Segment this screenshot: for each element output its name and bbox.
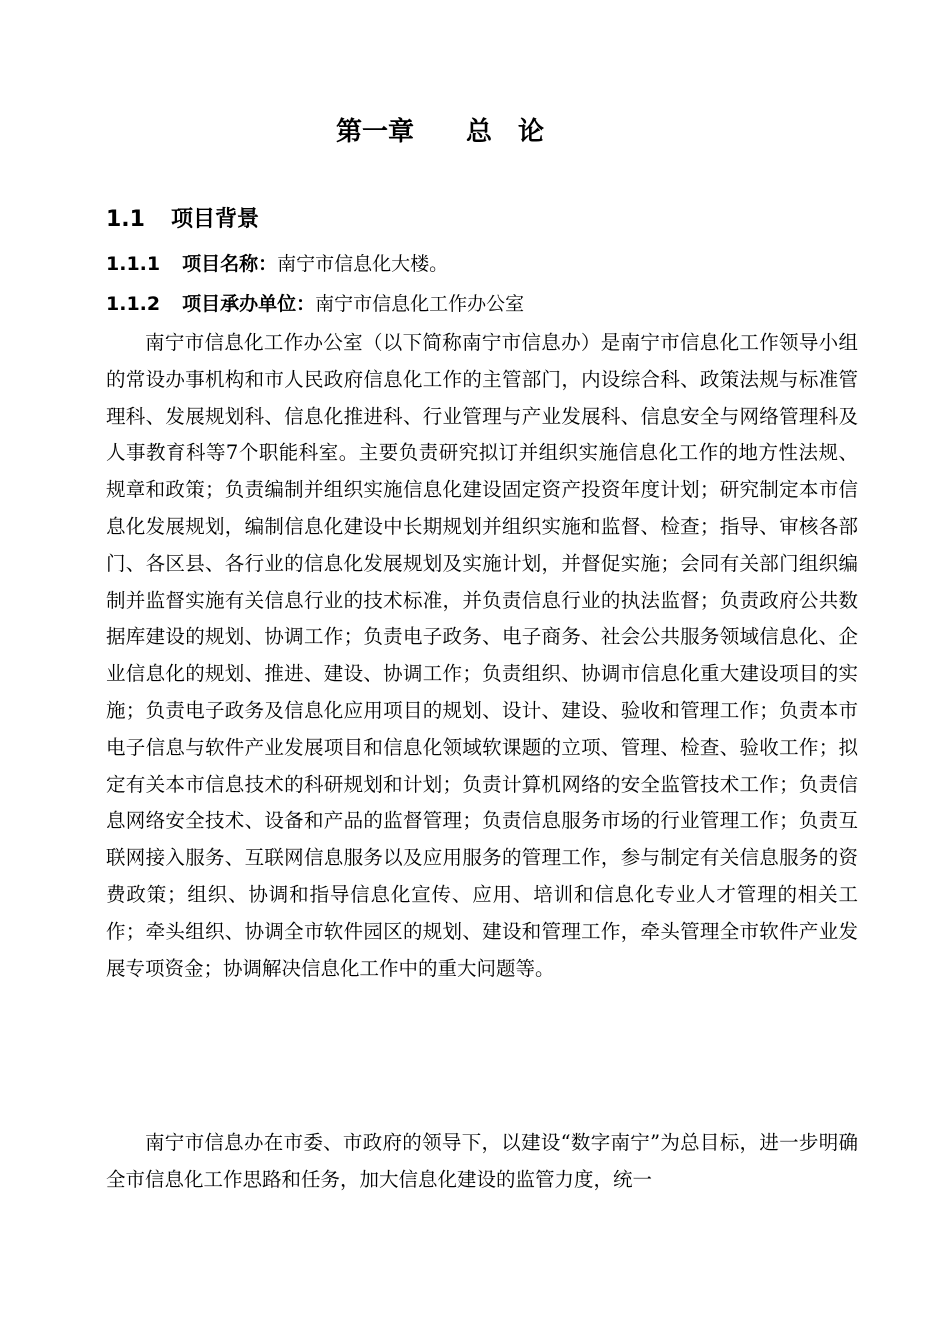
body-paragraph: 南宁市信息办在市委、市政府的领导下，以建设“数字南宁”为总目标，进一步明确全市信息化工作思路和任务，加大信息化建设的监管力度，统一 — [106, 1131, 858, 1191]
subsection-value: 南宁市信息化大楼。 — [277, 253, 449, 275]
subsection-heading-project-organizer — [106, 286, 524, 322]
subsection-heading-project-name — [106, 246, 448, 282]
chapter-title: 第一章 总 论 — [335, 117, 544, 147]
section-title: 项目背景 — [170, 207, 259, 232]
section-number: 1.1 — [106, 207, 145, 232]
section-heading — [106, 200, 259, 240]
subsection-label: 项目名称： — [182, 253, 278, 275]
subsection-number: 1.1.1 — [106, 253, 161, 275]
subsection-label: 项目承办单位： — [182, 293, 316, 315]
subsection-number: 1.1.2 — [106, 293, 161, 315]
subsection-value: 南宁市信息化工作办公室 — [315, 293, 525, 315]
body-paragraph: 南宁市信息化工作办公室（以下简称南宁市信息办）是南宁市信息化工作领导小组的常设办事机构和市人民政府信息化工作的主管部门，内设综合科、政策法规与标准管理科、发展规划科、信息化推进科、行业管理与产业发展科、信息安全与网络管理科及人事教育科等7个职能科室。主要负责研究拟订并组织实施信息化工作的地方性法规、规章和政策；负责编制并组织实施信息化建设固定资产投资年度计划；研究制定本市信息化发展规划，编制信息化建设中长期规划并组织实施和监督、检查；指导、审核各部门、各区县、各行业的信息化发展规划及实施计划，并督促实施；会同有关部门组织编制并监督实施有关信息行业的技术标准，并负责信息行业的执法监督；负责政府公共数据库建设的规划、协调工作；负责电子政务、电子商务、社会公共服务领域信息化、企业信息化的规划、推进、建设、协调工作；负责组织、协调市信息化重大建设项目的实施；负责电子政务及信息化应用项目的规划、设计、建设、验收和管理工作；负责本市电子信息与软件产业发展项目和信息化领域软课题的立项、管理、检查、验收工作；拟定有关本市信息技术的科研规划和计划；负责计算机网络的安全监管技术工作；负责信息网络安全技术、设备和产品的监督管理；负责信息服务市场的行业管理工作；负责互联网接入服务、互联网信息服务以及应用服务的管理工作，参与制定有关信息服务的资费政策；组织、协调和指导信息化宣传、应用、培训和信息化专业人才管理的相关工作；牵头组织、协调全市软件园区的规划、建设和管理工作，牵头管理全市软件产业发展专项资金；协调解决信息化工作中的重大问题等。 — [106, 331, 858, 980]
